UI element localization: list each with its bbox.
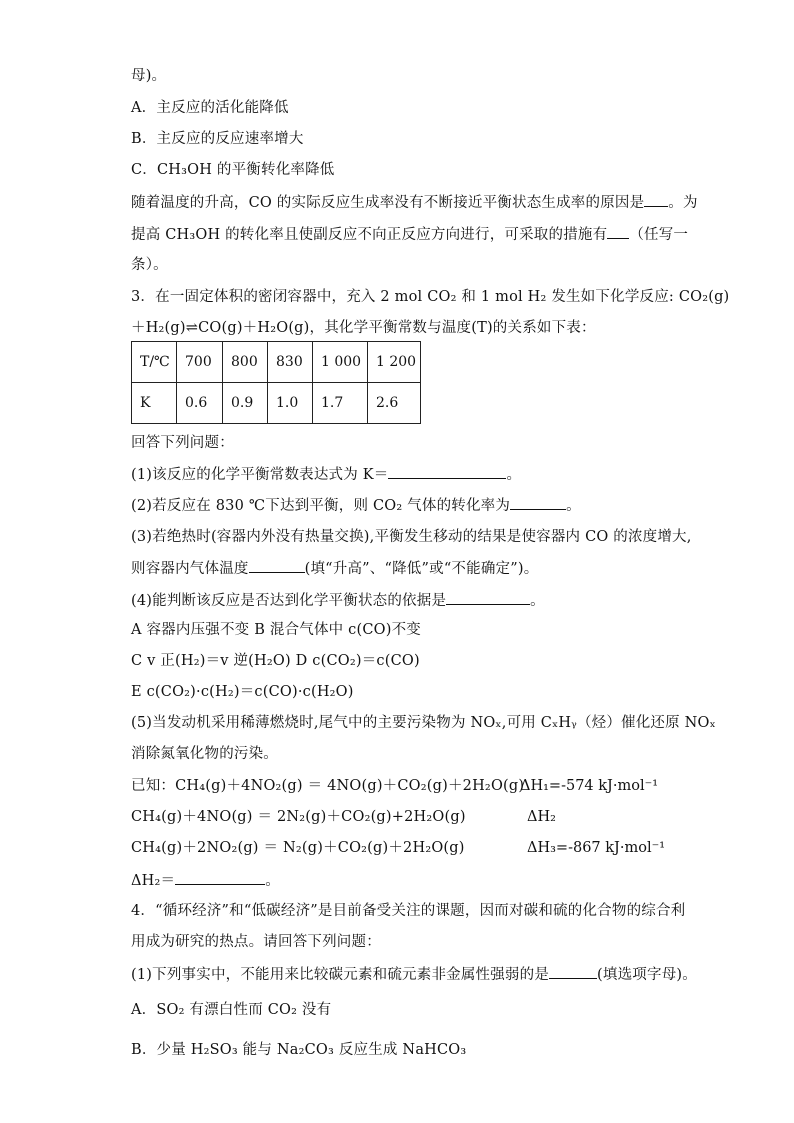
options-cd: C v 正(H₂)＝v 逆(H₂O) D c(CO₂)＝c(CO) [131,653,420,669]
sub-question-2 [131,495,581,516]
table-cell: 0.9 [223,383,268,424]
text-segment: (4)能判断该反应是否达到化学平衡状态的依据是 [131,593,447,609]
answer-blank [175,870,265,885]
text-segment: (1)该反应的化学平衡常数表达式为 K＝ [131,467,389,483]
option-a: A．SO₂ 有漂白性而 CO₂ 没有 [131,1002,332,1018]
text-segment: 则容器内气体温度 [131,561,249,577]
text-line [131,558,538,579]
table-cell: 1 000 [313,342,368,383]
answer-blank [446,590,530,605]
table-cell: 2.6 [368,383,421,424]
text-segment: 提高 CH₃OH 的转化率且使副反应不向正反应方向进行，可采取的措施有 [131,227,608,243]
option-b: B．主反应的反应速率增大 [131,131,304,147]
text-segment: 。 [506,467,522,483]
answer-blank [607,224,629,239]
text-segment: (1)下列事实中，不能用来比较碳元素和硫元素非金属性强弱的是 [131,967,550,983]
table-cell: 0.6 [177,383,223,424]
text-line: 母)。 [131,68,167,84]
sub-question-5: (5)当发动机采用稀薄燃烧时,尾气中的主要污染物为 NOₓ,可用 CₓHᵧ（烃）催化还原 NOₓ [131,715,716,731]
text-segment: 。 [530,593,545,609]
enthalpy-1: ΔH₁=-574 kJ·mol⁻¹ [520,778,659,794]
sub-question-4 [131,590,545,611]
text-line: 回答下列问题： [131,435,234,451]
text-segment: （任写一 [629,227,689,243]
text-segment: ΔH₂＝ [131,873,176,889]
option-a: A．主反应的活化能降低 [131,100,289,116]
text-line: 用成为研究的热点。请回答下列问题： [131,934,381,950]
table-cell: 1.0 [268,383,313,424]
text-line: 条）。 [131,257,168,273]
text-segment: (2)若反应在 830 ℃下达到平衡，则 CO₂ 气体的转化率为 [131,498,511,514]
table-cell: T/℃ [132,342,177,383]
option-e: E c(CO₂)·c(H₂)＝c(CO)·c(H₂O) [131,684,354,700]
question-3-stem: 3．在一固定体积的密闭容器中，充入 2 mol CO₂ 和 1 mol H₂ 发生如下化学反应: CO₂(g) [131,289,730,305]
thermo-equation-1: 已知：CH₄(g)＋4NO₂(g) ＝ 4NO(g)＋CO₂(g)＋2H₂O(g) [131,778,525,794]
thermo-equation-3: CH₄(g)＋2NO₂(g) ＝ N₂(g)＋CO₂(g)＋2H₂O(g) [131,840,465,856]
answer-blank [549,964,597,979]
enthalpy-3: ΔH₃=-867 kJ·mol⁻¹ [527,840,666,856]
text-segment: 。 [566,498,581,514]
answer-blank [644,192,668,207]
option-c: C．CH₃OH 的平衡转化率降低 [131,162,335,178]
sub-question-3: (3)若绝热时(容器内外没有热量交换),平衡发生移动的结果是使容器内 CO 的浓度增大, [131,529,692,545]
text-segment: 。为 [668,195,698,211]
option-b: B．少量 H₂SO₃ 能与 Na₂CO₃ 反应生成 NaHCO₃ [131,1042,467,1058]
table-cell: 700 [177,342,223,383]
table-cell: 1 200 [368,342,421,383]
table-row [132,342,421,383]
reaction-equation: ＋H₂(g)⇌CO(g)＋H₂O(g)，其化学平衡常数与温度(T)的关系如下表： [131,320,596,336]
table-cell: 1.7 [313,383,368,424]
text-segment: 。 [265,873,280,889]
sub-question-1 [131,464,521,485]
text-segment: 随着温度的升高，CO 的实际反应生成率没有不断接近平衡状态生成率的原因是 [131,195,645,211]
table-cell: 830 [268,342,313,383]
thermo-equation-2: CH₄(g)＋4NO(g) ＝ 2N₂(g)＋CO₂(g)+2H₂O(g) [131,809,466,825]
text-line [131,224,688,245]
enthalpy-2: ΔH₂ [527,809,556,825]
options-ab: A 容器内压强不变 B 混合气体中 c(CO)不变 [131,622,421,638]
table-cell: K [132,383,177,424]
text-line [131,192,698,213]
text-segment: (填选项字母)。 [597,967,697,983]
table-cell: 800 [223,342,268,383]
text-line [131,870,280,891]
question-4-stem: 4．“循环经济”和“低碳经济”是目前备受关注的课题，因而对碳和硫的化合物的综合利 [131,903,686,919]
text-line: 消除氮氧化物的污染。 [131,746,278,762]
equilibrium-constant-table [131,341,421,424]
answer-blank [510,495,566,510]
text-segment: (填“升高”、“降低”或“不能确定”)。 [304,561,539,577]
sub-question-1 [131,964,697,985]
answer-blank [388,464,506,479]
answer-blank [249,558,305,573]
table-row [132,383,421,424]
